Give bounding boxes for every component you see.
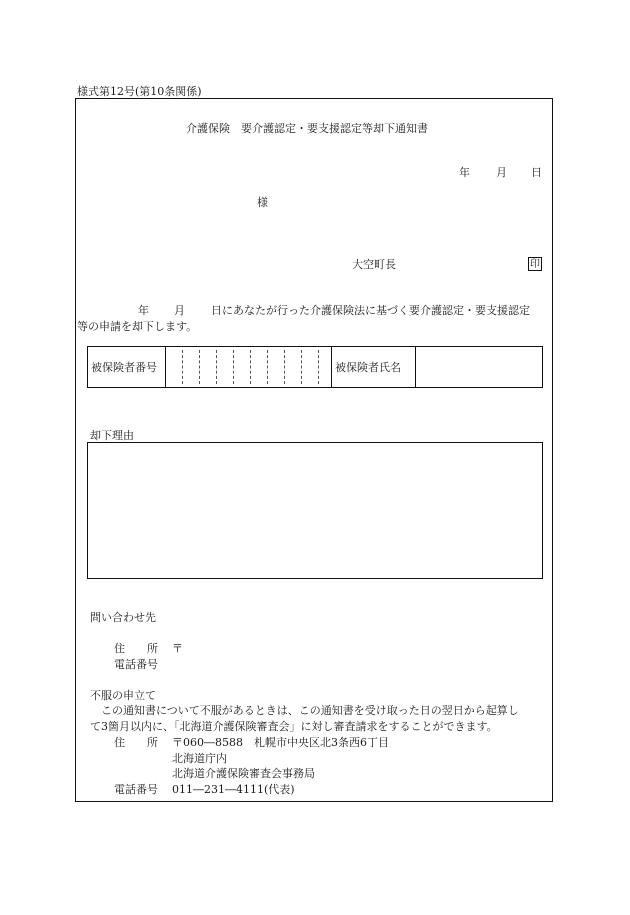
- seal-mark: 印: [530, 259, 540, 270]
- appeal-text-line1: この通知書について不服があるときは、この通知書を受け取った日の翌日から起算し: [101, 704, 519, 717]
- inquiry-phone-label: 電話番号: [114, 658, 158, 671]
- appeal-address-line3: 北海道介護保険審査会事務局: [172, 767, 315, 780]
- insured-number-label: 被保険者番号: [91, 361, 157, 374]
- digit-divider: [267, 350, 268, 384]
- appeal-phone-label: 電話番号: [114, 783, 158, 796]
- appeal-address-line2: 北海道庁内: [172, 752, 227, 765]
- digit-divider: [233, 350, 234, 384]
- insured-name-label: 被保険者氏名: [335, 361, 401, 374]
- digit-divider: [216, 350, 217, 384]
- issuer-name: 大空町長: [352, 258, 396, 271]
- digit-divider: [284, 350, 285, 384]
- date-year-label: 年: [459, 166, 470, 179]
- inquiry-heading: 問い合わせ先: [90, 611, 156, 624]
- appeal-address-label: 住 所: [114, 736, 158, 749]
- inquiry-postal-mark: 〒: [172, 642, 183, 655]
- addressee-suffix: 様: [257, 196, 268, 209]
- appeal-text-line2: て3箇月以内に、「北海道介護保険審査会」に対し審査請求をすることができます。: [90, 720, 498, 733]
- appeal-heading: 不服の申立て: [90, 689, 156, 702]
- appeal-address-line1: 〒060―8588 札幌市中央区北3条西6丁目: [172, 736, 389, 749]
- document-title: 介護保険 要介護認定・要支援認定等却下通知書: [186, 122, 428, 135]
- body-text-line2: 等の申請を却下します。: [77, 320, 198, 333]
- divider: [415, 347, 416, 387]
- date-month-label: 月: [496, 166, 507, 179]
- digit-divider: [250, 350, 251, 384]
- date-day-label: 日: [531, 166, 542, 179]
- digit-divider: [182, 350, 183, 384]
- divider: [165, 347, 166, 387]
- digit-divider: [301, 350, 302, 384]
- inquiry-address-label: 住 所: [114, 642, 158, 655]
- rejection-reason-label: 却下理由: [90, 429, 134, 442]
- body-month-label: 月: [174, 304, 185, 317]
- insured-id-table: [87, 346, 543, 388]
- form-number-label: 様式第12号(第10条関係): [77, 85, 202, 98]
- digit-divider: [318, 350, 319, 384]
- divider: [331, 347, 332, 387]
- rejection-reason-box: [87, 442, 543, 579]
- appeal-phone-number: 011―231―4111(代表): [172, 783, 295, 796]
- body-text-line1: 日にあなたが行った介護保険法に基づく要介護認定・要支援認定: [211, 304, 530, 317]
- digit-divider: [199, 350, 200, 384]
- body-year-label: 年: [138, 304, 149, 317]
